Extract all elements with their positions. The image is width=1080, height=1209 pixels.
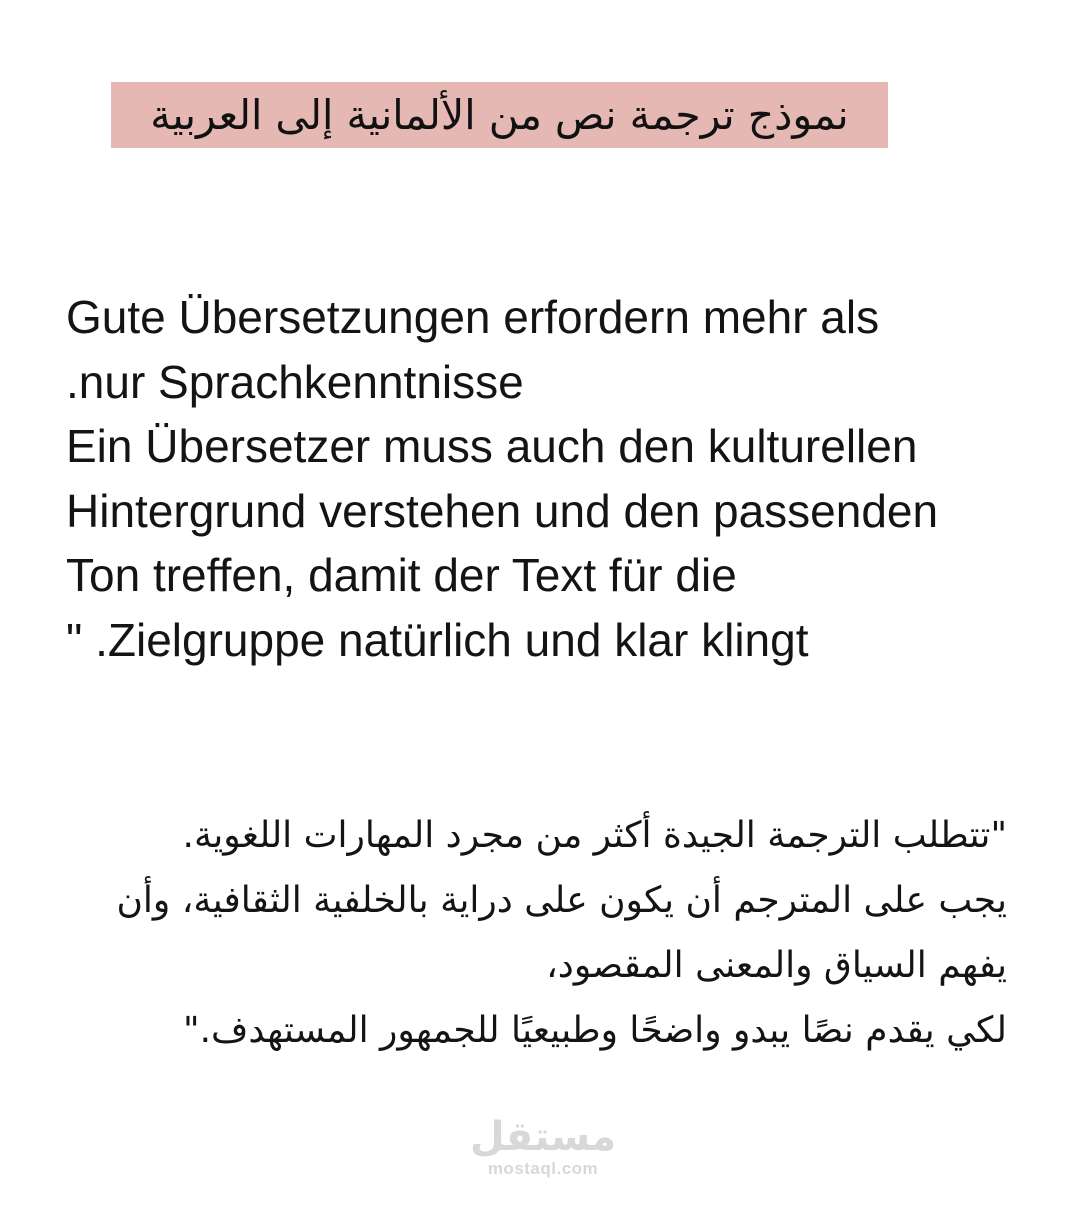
german-line: .nur Sprachkenntnisse xyxy=(66,355,524,408)
german-line: Hintergrund verstehen und den passenden xyxy=(66,484,939,537)
arabic-line: يجب على المترجم أن يكون على دراية بالخلفية الثقافية، وأن xyxy=(116,880,1007,921)
document-title: نموذج ترجمة نص من الألمانية إلى العربية xyxy=(150,91,849,139)
arabic-line: يفهم السياق والمعنى المقصود، xyxy=(546,945,1007,986)
watermark-logo: مستقل xyxy=(469,1114,617,1160)
german-line: Ein Übersetzer muss auch den kulturellen xyxy=(66,420,918,472)
german-line: Gute Übersetzungen erfordern mehr als xyxy=(66,291,880,343)
watermark-url: mostaql.com xyxy=(487,1159,599,1178)
arabic-translation-text xyxy=(62,803,1007,1063)
arabic-line: "تتطلب الترجمة الجيدة أكثر من مجرد المهارات اللغوية. xyxy=(182,815,1007,856)
german-source-text xyxy=(66,285,1056,672)
german-line: Ton treffen, damit der Text für die xyxy=(66,549,737,601)
title-highlight xyxy=(111,82,888,148)
arabic-line: لكي يقدم نصًا يبدو واضحًا وطبيعيًا للجمهور المستهدف." xyxy=(183,1010,1007,1051)
mostaql-watermark xyxy=(468,1115,618,1179)
german-line: " .Zielgruppe natürlich und klar klingt xyxy=(66,613,809,666)
